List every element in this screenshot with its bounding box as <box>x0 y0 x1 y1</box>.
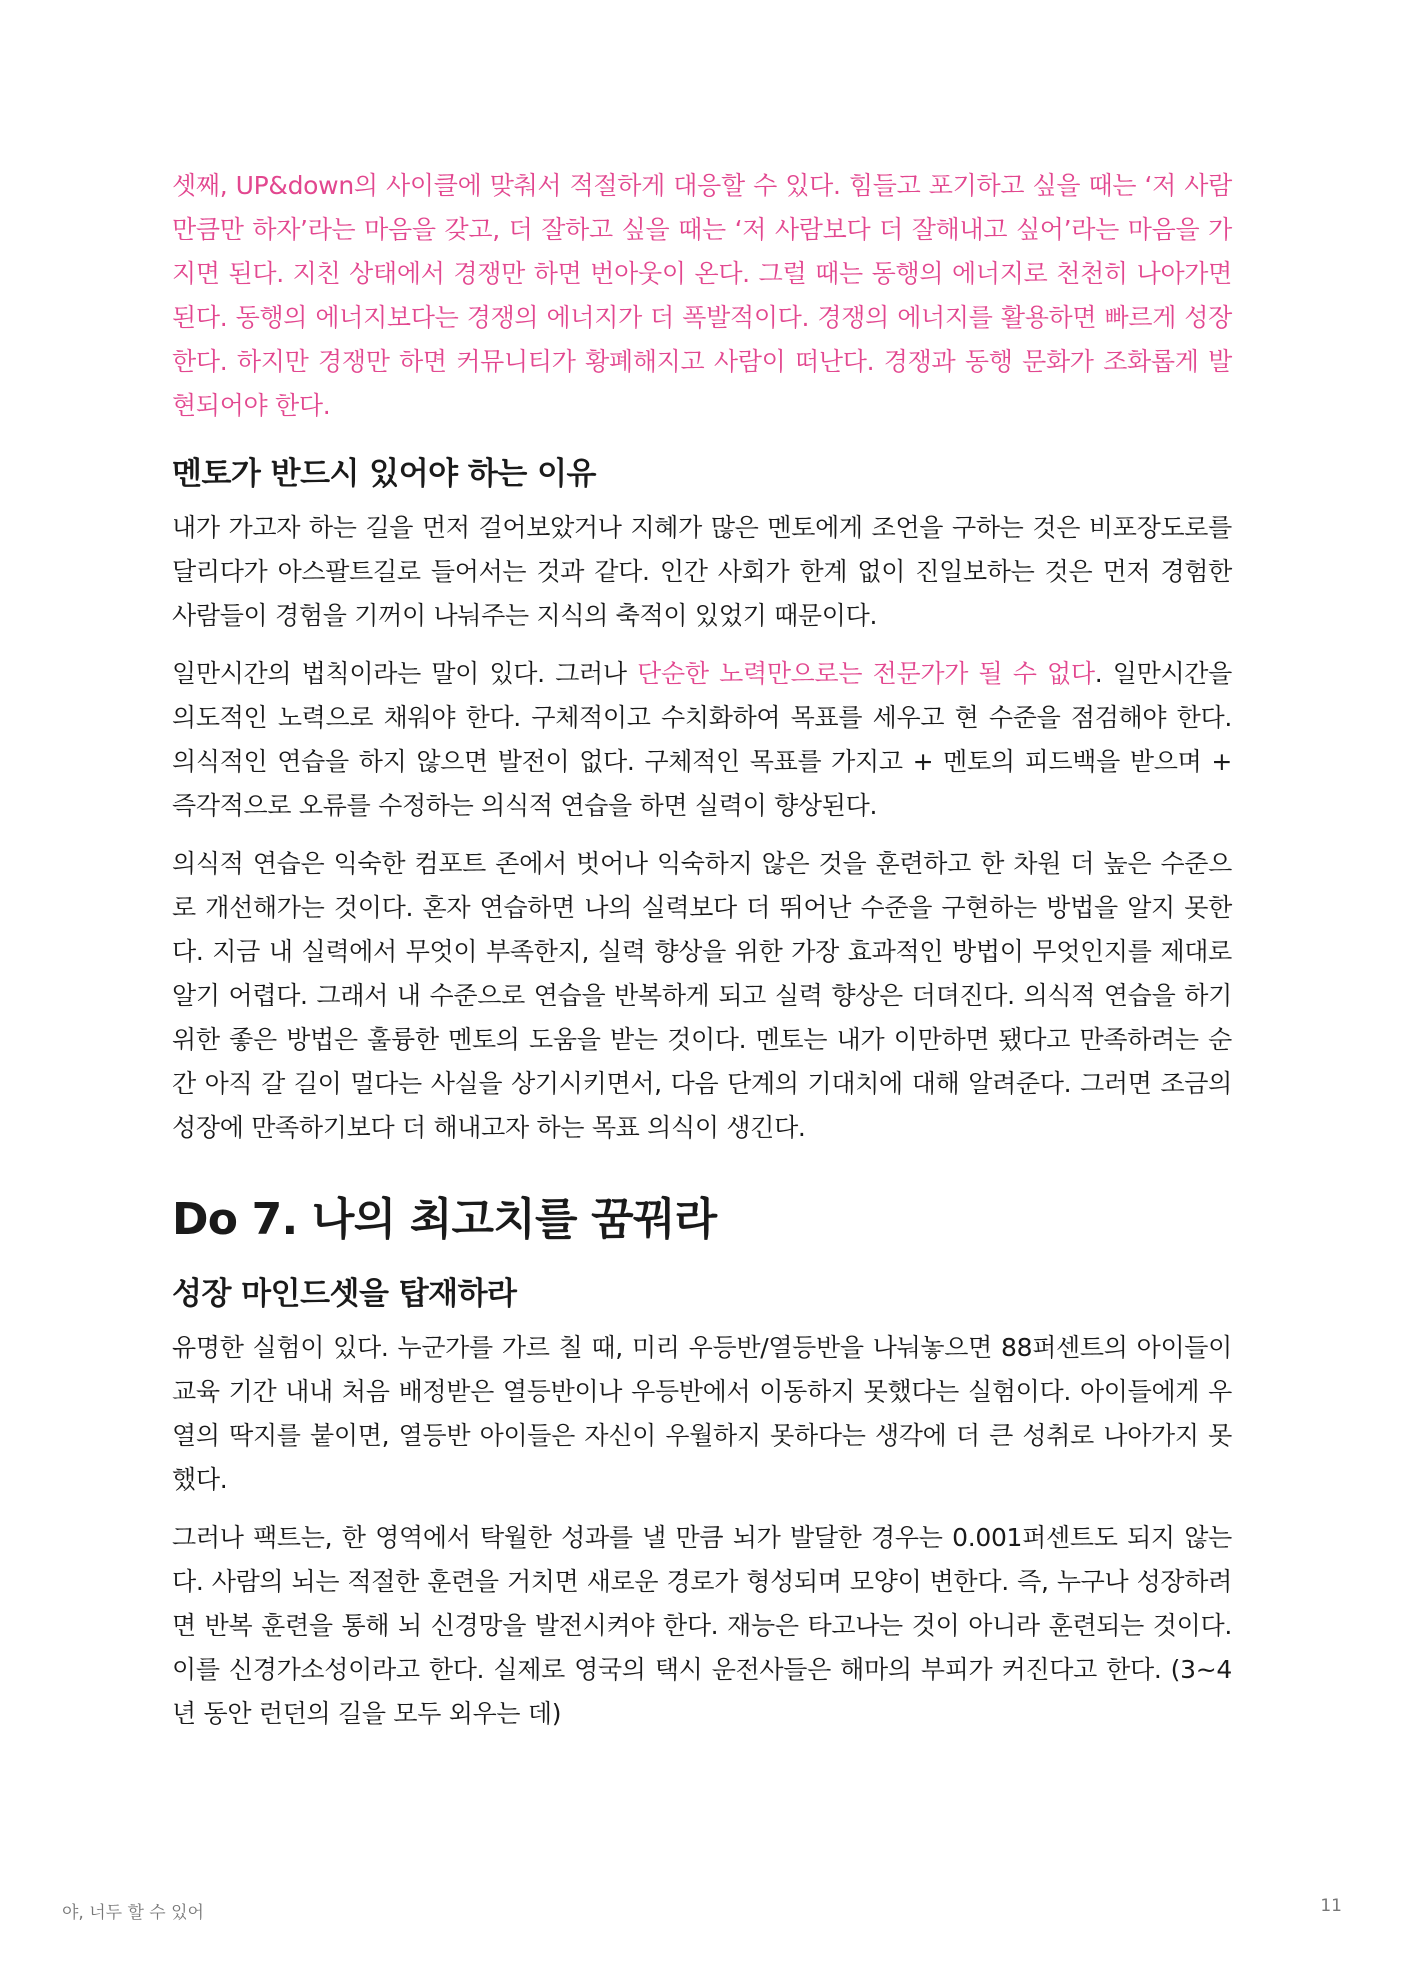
footer-book-title: 야, 너두 할 수 있어 <box>62 1903 204 1923</box>
chapter-title: Do 7. 나의 최고치를 꿈꿔라 <box>172 1194 717 1245</box>
growth-paragraph-2: 그러나 팩트는, 한 영역에서 탁월한 성과를 낼 만큼 뇌가 발달한 경우는 0.001퍼센트도 되지 않는다. 사람의 뇌는 적절한 훈련을 거치면 새로운 경로가 형성되며 모양이 변한다. 즉, 누구나 성장하려면 반복 훈련을 통해 뇌 신경망을 발전시켜야 한다. 재능은 타고나는 것이 아니라 훈련되는 것이다. 이를 신경가소성이라고 한다. 실제로 영국의 택시 운전사들은 해마의 부피가 커진다고 한다. (3~4년 동안 런던의 길을 모두 외우는 데) <box>172 1523 1232 1728</box>
growth-section-heading: 성장 마인드셋을 탑재하라 <box>172 1276 517 1312</box>
mentor-paragraph-2 <box>172 652 1232 828</box>
intro-paragraph: 셋째, UP&down의 사이클에 맞춰서 적절하게 대응할 수 있다. 힘들고 포기하고 싶을 때는 ‘저 사람만큼만 하자’라는 마음을 갖고, 더 잘하고 싶을 때는 ‘저 사람보다 더 잘해내고 싶어’라는 마음을 가지면 된다. 지친 상태에서 경쟁만 하면 번아웃이 온다. 그럴 때는 동행의 에너지로 천천히 나아가면 된다. 동행의 에너지보다는 경쟁의 에너지가 더 폭발적이다. 경쟁의 에너지를 활용하면 빠르게 성장한다. 하지만 경쟁만 하면 커뮤니티가 황폐해지고 사람이 떠난다. 경쟁과 동행 문화가 조화롭게 발현되어야 한다. <box>172 171 1232 420</box>
mentor-paragraph-2-end: . 일만시간을 의도적인 노력으로 채워야 한다. 구체적이고 수치화하여 목표를 세우고 현 수준을 점검해야 한다. 의식적인 연습을 하지 않으면 발전이 없다. 구체적인 목표를 가지고 + 멘토의 피드백을 받으며 + 즉각적으로 오류를 수정하는 의식적 연습을 하면 실력이 향상된다. <box>172 659 1232 820</box>
highlighted-phrase: 단순한 노력만으로는 전문가가 될 수 없다 <box>637 659 1095 688</box>
page-content <box>172 164 1232 1750</box>
mentor-paragraph-2-start: 일만시간의 법칙이라는 말이 있다. 그러나 <box>172 659 638 688</box>
mentor-paragraph-3: 의식적 연습은 익숙한 컴포트 존에서 벗어나 익숙하지 않은 것을 훈련하고 한 차원 더 높은 수준으로 개선해가는 것이다. 혼자 연습하면 나의 실력보다 더 뛰어난 수준을 구현하는 방법을 알지 못한다. 지금 내 실력에서 무엇이 부족한지, 실력 향상을 위한 가장 효과적인 방법이 무엇인지를 제대로 알기 어렵다. 그래서 내 수준으로 연습을 반복하게 되고 실력 향상은 더뎌진다. 의식적 연습을 하기 위한 좋은 방법은 훌륭한 멘토의 도움을 받는 것이다. 멘토는 내가 이만하면 됐다고 만족하려는 순간 아직 갈 길이 멀다는 사실을 상기시키면서, 다음 단계의 기대치에 대해 알려준다. 그러면 조금의 성장에 만족하기보다 더 해내고자 하는 목표 의식이 생긴다. <box>172 849 1232 1142</box>
growth-paragraph-1: 유명한 실험이 있다. 누군가를 가르 칠 때, 미리 우등반/열등반을 나눠놓으면 88퍼센트의 아이들이 교육 기간 내내 처음 배정받은 열등반이나 우등반에서 이동하지 못했다는 실험이다. 아이들에게 우열의 딱지를 붙이면, 열등반 아이들은 자신이 우월하지 못하다는 생각에 더 큰 성취로 나아가지 못했다. <box>172 1333 1232 1494</box>
mentor-section-heading: 멘토가 반드시 있어야 하는 이유 <box>172 456 596 492</box>
footer-page-number: 11 <box>1320 1896 1342 1916</box>
mentor-paragraph-1: 내가 가고자 하는 길을 먼저 걸어보았거나 지혜가 많은 멘토에게 조언을 구하는 것은 비포장도로를 달리다가 아스팔트길로 들어서는 것과 같다. 인간 사회가 한계 없이 진일보하는 것은 먼저 경험한 사람들이 경험을 기꺼이 나눠주는 지식의 축적이 있었기 때문이다. <box>172 513 1232 630</box>
